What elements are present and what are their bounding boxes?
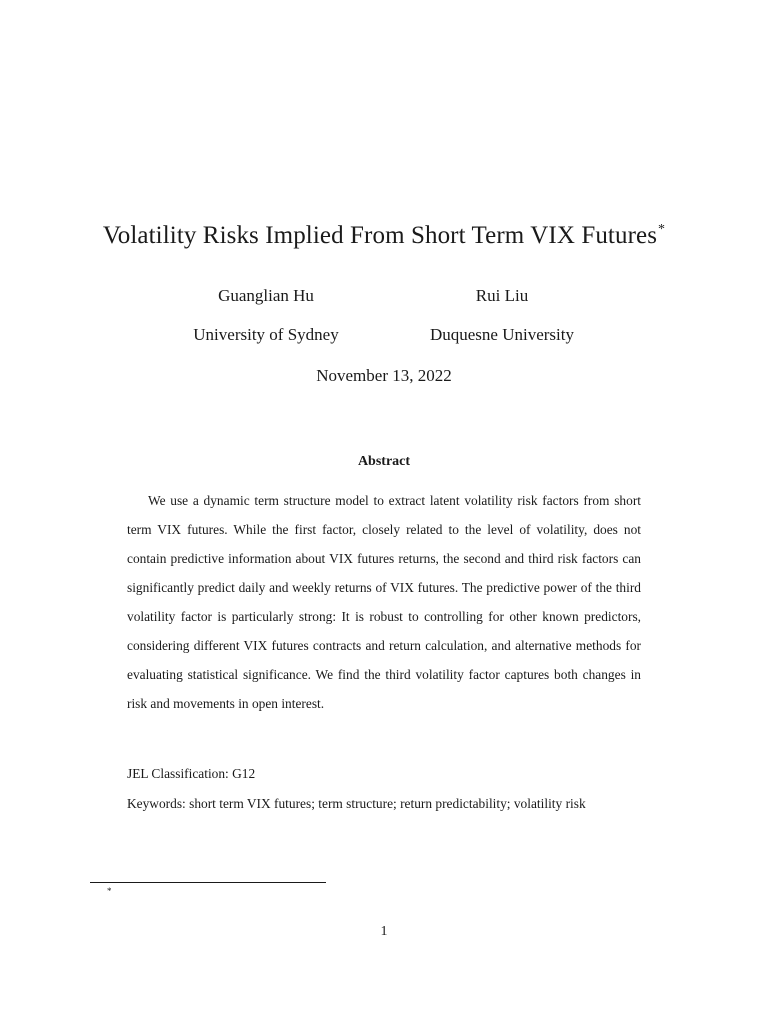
paper-title [0,212,768,254]
paper-date: November 13, 2022 [316,366,452,385]
keywords: Keywords: short term VIX futures; term structure; return predictability; volatility risk [127,796,586,811]
paper-title-text: Volatility Risks Implied From Short Term VIX Futures [102,222,658,249]
author-affiliation-2: Duquesne University [429,325,574,344]
author-name-1: Guanglian Hu [218,286,314,305]
jel-classification: JEL Classification: G12 [127,766,256,781]
footnote-mark: * [107,886,112,896]
author-name-2: Rui Liu [475,286,529,305]
author-block-1 [166,286,366,345]
abstract-text: We use a dynamic term structure model to extract latent volatility risk factors from short term VIX futures. While the first factor, closely related to the level of volatility, does not contain predictive information about VIX futures returns, the second and third risk factors can significantly predict daily and weekly returns of VIX futures. The predictive power of the third volatility factor is particularly strong: It is robust to controlling for other known predictors, considering different VIX futures contracts and return calculation, and alternative methods for evaluating statistical significance. We find the third volatility factor captures both changes in risk and movements in open interest. [127,493,641,711]
abstract-heading: Abstract [357,454,411,469]
footnote-divider [90,882,326,883]
page-number: 1 [380,924,388,939]
author-block-2 [402,286,602,345]
title-footnote-mark: * [658,222,666,237]
author-affiliation-1: University of Sydney [193,325,339,344]
